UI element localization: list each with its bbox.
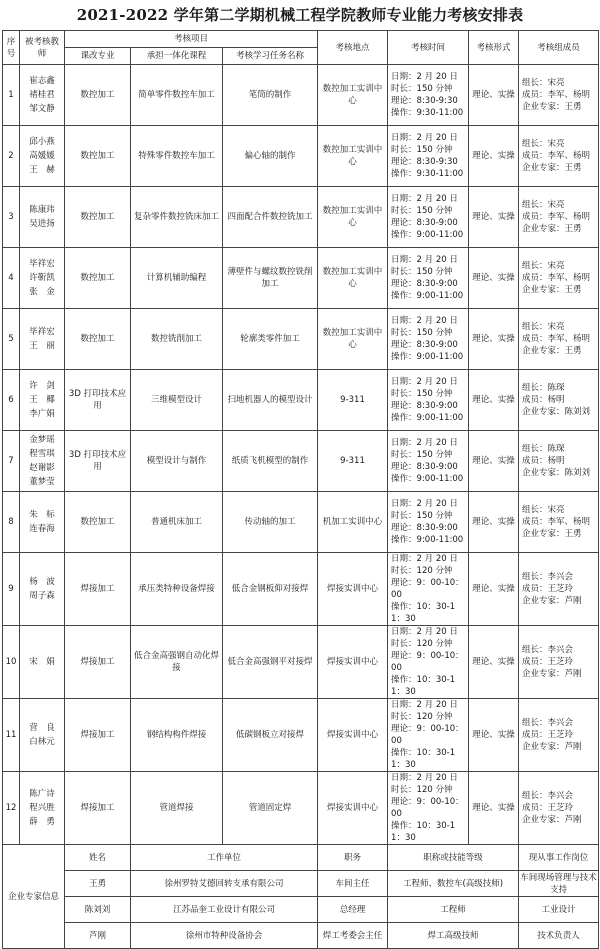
cell-location: 焊接实训中心	[318, 772, 388, 845]
expert-header-row	[3, 845, 599, 871]
cell-course: 复杂零件数控铣床加工	[131, 187, 223, 248]
cell-major: 3D 打印技术应用	[65, 370, 131, 431]
cell-form: 理论、实操	[469, 699, 519, 772]
page-title: 2021-2022 学年第二学期机械工程学院教师专业能力考核安排表	[76, 6, 524, 24]
header-project: 考核项目	[65, 31, 318, 48]
cell-major: 数控加工	[65, 248, 131, 309]
table-row	[3, 65, 599, 126]
header-task: 考核学习任务名称	[223, 48, 318, 65]
cell-members: 组长：李兴会 成员：王芝玲 企业专家：芦刚	[519, 772, 599, 845]
cell-major: 焊接加工	[65, 699, 131, 772]
cell-members: 组长：陈琛 成员：杨明 企业专家：陈刘刘	[519, 431, 599, 492]
cell-teachers: 金梦瑶 程雪琪 赵谢影 董梦莹	[20, 431, 65, 492]
expert-header-post: 职务	[318, 845, 388, 871]
expert-work: 车间现场管理与技术支持	[520, 872, 597, 895]
expert-unit: 徐州罗特艾德回转支承有限公司	[131, 871, 318, 897]
cell-major: 焊接加工	[65, 626, 131, 699]
expert-row	[3, 923, 599, 949]
table-row	[3, 370, 599, 431]
cell-teachers: 毕祥宏 许靳凯 张 金	[20, 248, 65, 309]
cell-time: 日期：2 月 20 日 时长：150 分钟 理论：8:30-9:00 操作：9:00-11:00	[388, 309, 469, 370]
cell-course: 三维模型设计	[131, 370, 223, 431]
expert-title: 工程师、数控车(高级技师)	[388, 871, 519, 897]
table-row	[3, 248, 599, 309]
table-row	[3, 626, 599, 699]
cell-index: 3	[3, 187, 20, 248]
cell-course: 普通机床加工	[131, 492, 223, 553]
cell-index: 10	[3, 626, 20, 699]
cell-time: 日期：2 月 20 日 时长：120 分钟 理论：9：00-10：00 操作：10：30-11：30	[388, 626, 469, 699]
cell-task: 低合金钢板仰对接焊	[223, 553, 318, 626]
schedule-body	[3, 31, 599, 949]
table-row	[3, 126, 599, 187]
cell-course: 钢结构构件焊接	[131, 699, 223, 772]
table-row	[3, 492, 599, 553]
cell-location: 数控加工实训中心	[318, 187, 388, 248]
schedule-table	[2, 30, 599, 949]
cell-course: 计算机辅助编程	[131, 248, 223, 309]
cell-index: 4	[3, 248, 20, 309]
cell-task: 轮廓类零件加工	[223, 309, 318, 370]
cell-members: 组长：宋亮 成员：李军、杨明 企业专家：王勇	[519, 187, 599, 248]
cell-location: 数控加工实训中心	[318, 65, 388, 126]
expert-work: 工业设计	[519, 897, 599, 923]
cell-teachers: 杨 波 周子森	[20, 553, 65, 626]
cell-time: 日期：2 月 20 日 时长：150 分钟 理论：8:30-9:00 操作：9:00-11:00	[388, 492, 469, 553]
cell-form: 理论、实操	[469, 370, 519, 431]
cell-major: 焊接加工	[65, 553, 131, 626]
header-location: 考核地点	[318, 31, 388, 65]
cell-teachers: 陈广诗 程兴胜 薛 勇	[20, 772, 65, 845]
cell-location: 焊接实训中心	[318, 699, 388, 772]
cell-teachers: 许 剑 王 椰 李广娟	[20, 370, 65, 431]
cell-index: 8	[3, 492, 20, 553]
cell-major: 数控加工	[65, 492, 131, 553]
cell-index: 11	[3, 699, 20, 772]
cell-location: 9-311	[318, 431, 388, 492]
cell-time: 日期：2 月 20 日 时长：120 分钟 理论：9：00-10：00 操作：10：30-11：30	[388, 772, 469, 845]
cell-task: 低碳钢板立对接焊	[223, 699, 318, 772]
cell-task: 薄壁件与螺纹数控铣削加工	[223, 248, 318, 309]
cell-teachers: 营 良 白林元	[20, 699, 65, 772]
cell-course: 模型设计与制作	[131, 431, 223, 492]
cell-time: 日期：2 月 20 日 时长：150 分钟 理论：8:30-9:00 操作：9:00-11:00	[388, 431, 469, 492]
cell-members: 组长：李兴会 成员：王芝玲 企业专家：芦刚	[519, 626, 599, 699]
header-time: 考核时间	[388, 31, 469, 65]
cell-major: 数控加工	[65, 126, 131, 187]
cell-course: 低合金高强钢自动化焊接	[131, 626, 223, 699]
expert-row	[3, 871, 599, 897]
cell-location: 数控加工实训中心	[318, 309, 388, 370]
cell-teachers: 陈康玮 吴进扬	[20, 187, 65, 248]
header-form: 考核形式	[469, 31, 519, 65]
table-row	[3, 772, 599, 845]
cell-location: 数控加工实训中心	[318, 248, 388, 309]
cell-course: 管道焊接	[131, 772, 223, 845]
cell-form: 理论、实操	[469, 626, 519, 699]
header-index: 序号	[3, 31, 20, 65]
cell-form: 理论、实操	[469, 431, 519, 492]
cell-teachers: 崔志鑫 褚桂君 邹文静	[20, 65, 65, 126]
cell-task: 低合金高强钢平对接焊	[223, 626, 318, 699]
cell-major: 数控加工	[65, 309, 131, 370]
cell-task: 传动轴的加工	[223, 492, 318, 553]
cell-form: 理论、实操	[469, 772, 519, 845]
table-row	[3, 553, 599, 626]
header-row-1	[3, 31, 599, 48]
cell-form: 理论、实操	[469, 187, 519, 248]
expert-row	[3, 897, 599, 923]
header-major: 课改专业	[65, 48, 131, 65]
cell-task: 笔筒的制作	[223, 65, 318, 126]
header-members: 考核组成员	[519, 31, 599, 65]
cell-location: 9-311	[318, 370, 388, 431]
cell-teachers: 邱小燕 高媛媛 王 赫	[20, 126, 65, 187]
table-row	[3, 187, 599, 248]
cell-form: 理论、实操	[469, 492, 519, 553]
cell-task: 管道固定焊	[223, 772, 318, 845]
cell-time: 日期：2 月 20 日 时长：120 分钟 理论：9：00-10：00 操作：10：30-11：30	[388, 699, 469, 772]
cell-index: 7	[3, 431, 20, 492]
cell-major: 数控加工	[65, 65, 131, 126]
table-row	[3, 431, 599, 492]
expert-header-title: 职称或技能等级	[388, 845, 519, 871]
expert-title: 焊工高级技师	[388, 923, 519, 949]
cell-form: 理论、实操	[469, 65, 519, 126]
cell-location: 焊接实训中心	[318, 626, 388, 699]
cell-teachers: 毕祥宏 王 丽	[20, 309, 65, 370]
cell-members: 组长：李兴会 成员：王芝玲 企业专家：芦刚	[519, 553, 599, 626]
cell-task: 偏心轴的制作	[223, 126, 318, 187]
cell-members: 组长：宋亮 成员：李军、杨明 企业专家：王勇	[519, 492, 599, 553]
cell-time: 日期：2 月 20 日 时长：150 分钟 理论：8:30-9:00 操作：9:00-11:00	[388, 187, 469, 248]
expert-header-unit: 工作单位	[131, 845, 318, 871]
header-teachers: 被考核教师	[20, 31, 65, 65]
expert-name: 陈刘刘	[65, 897, 131, 923]
cell-members: 组长：宋亮 成员：李军、杨明 企业专家：王勇	[519, 248, 599, 309]
cell-location: 焊接实训中心	[318, 553, 388, 626]
cell-time: 日期：2 月 20 日 时长：150 分钟 理论：8:30-9:00 操作：9:00-11:00	[388, 248, 469, 309]
cell-index: 9	[3, 553, 20, 626]
cell-form: 理论、实操	[469, 248, 519, 309]
cell-location: 机加工实训中心	[318, 492, 388, 553]
cell-members: 组长：李兴会 成员：王芝玲 企业专家：芦刚	[519, 699, 599, 772]
expert-header-work: 现从事工作岗位	[519, 845, 599, 871]
cell-form: 理论、实操	[469, 553, 519, 626]
cell-index: 2	[3, 126, 20, 187]
cell-location: 数控加工实训中心	[318, 126, 388, 187]
cell-members: 组长：宋亮 成员：李军、杨明 企业专家：王勇	[519, 126, 599, 187]
cell-index: 12	[3, 772, 20, 845]
cell-course: 承压类特种设备焊接	[131, 553, 223, 626]
expert-section-label: 企业专家信息	[3, 845, 65, 949]
cell-members: 组长：宋亮 成员：李军、杨明 企业专家：王勇	[519, 65, 599, 126]
cell-time: 日期：2 月 20 日 时长：120 分钟 理论：9：00-10：00 操作：10：30-11：30	[388, 553, 469, 626]
expert-header-name: 姓名	[65, 845, 131, 871]
header-course: 承担一体化课程	[131, 48, 223, 65]
table-row	[3, 699, 599, 772]
table-row	[3, 309, 599, 370]
cell-form: 理论、实操	[469, 126, 519, 187]
cell-index: 5	[3, 309, 20, 370]
expert-title: 工程师	[388, 897, 519, 923]
expert-post: 焊工考委会主任	[318, 923, 388, 949]
expert-name: 芦刚	[65, 923, 131, 949]
cell-task: 四面配合件数控铣加工	[223, 187, 318, 248]
cell-course: 特殊零件数控车加工	[131, 126, 223, 187]
cell-index: 6	[3, 370, 20, 431]
expert-name: 王勇	[65, 871, 131, 897]
cell-teachers: 宋 娟	[20, 626, 65, 699]
cell-index: 1	[3, 65, 20, 126]
cell-teachers: 朱 标 连春海	[20, 492, 65, 553]
cell-time: 日期：2 月 20 日 时长：150 分钟 理论：8:30-9:30 操作：9:30-11:00	[388, 65, 469, 126]
cell-time: 日期：2 月 20 日 时长：150 分钟 理论：8:30-9:00 操作：9:00-11:00	[388, 370, 469, 431]
expert-unit: 徐州市特种设备协会	[131, 923, 318, 949]
cell-members: 组长：陈琛 成员：杨明 企业专家：陈刘刘	[519, 370, 599, 431]
expert-post: 车间主任	[318, 871, 388, 897]
expert-post: 总经理	[318, 897, 388, 923]
expert-unit: 江苏品奎工业设计有限公司	[131, 897, 318, 923]
cell-form: 理论、实操	[469, 309, 519, 370]
cell-task: 扫地机器人的模型设计	[223, 370, 318, 431]
cell-major: 3D 打印技术应用	[65, 431, 131, 492]
cell-time: 日期：2 月 20 日 时长：150 分钟 理论：8:30-9:30 操作：9:30-11:00	[388, 126, 469, 187]
cell-members: 组长：宋亮 成员：李军、杨明 企业专家：王勇	[519, 309, 599, 370]
cell-major: 焊接加工	[65, 772, 131, 845]
cell-course: 简单零件数控车加工	[131, 65, 223, 126]
cell-course: 数控铣削加工	[131, 309, 223, 370]
cell-major: 数控加工	[65, 187, 131, 248]
expert-work: 技术负责人	[519, 923, 599, 949]
cell-task: 纸质飞机模型的制作	[223, 431, 318, 492]
